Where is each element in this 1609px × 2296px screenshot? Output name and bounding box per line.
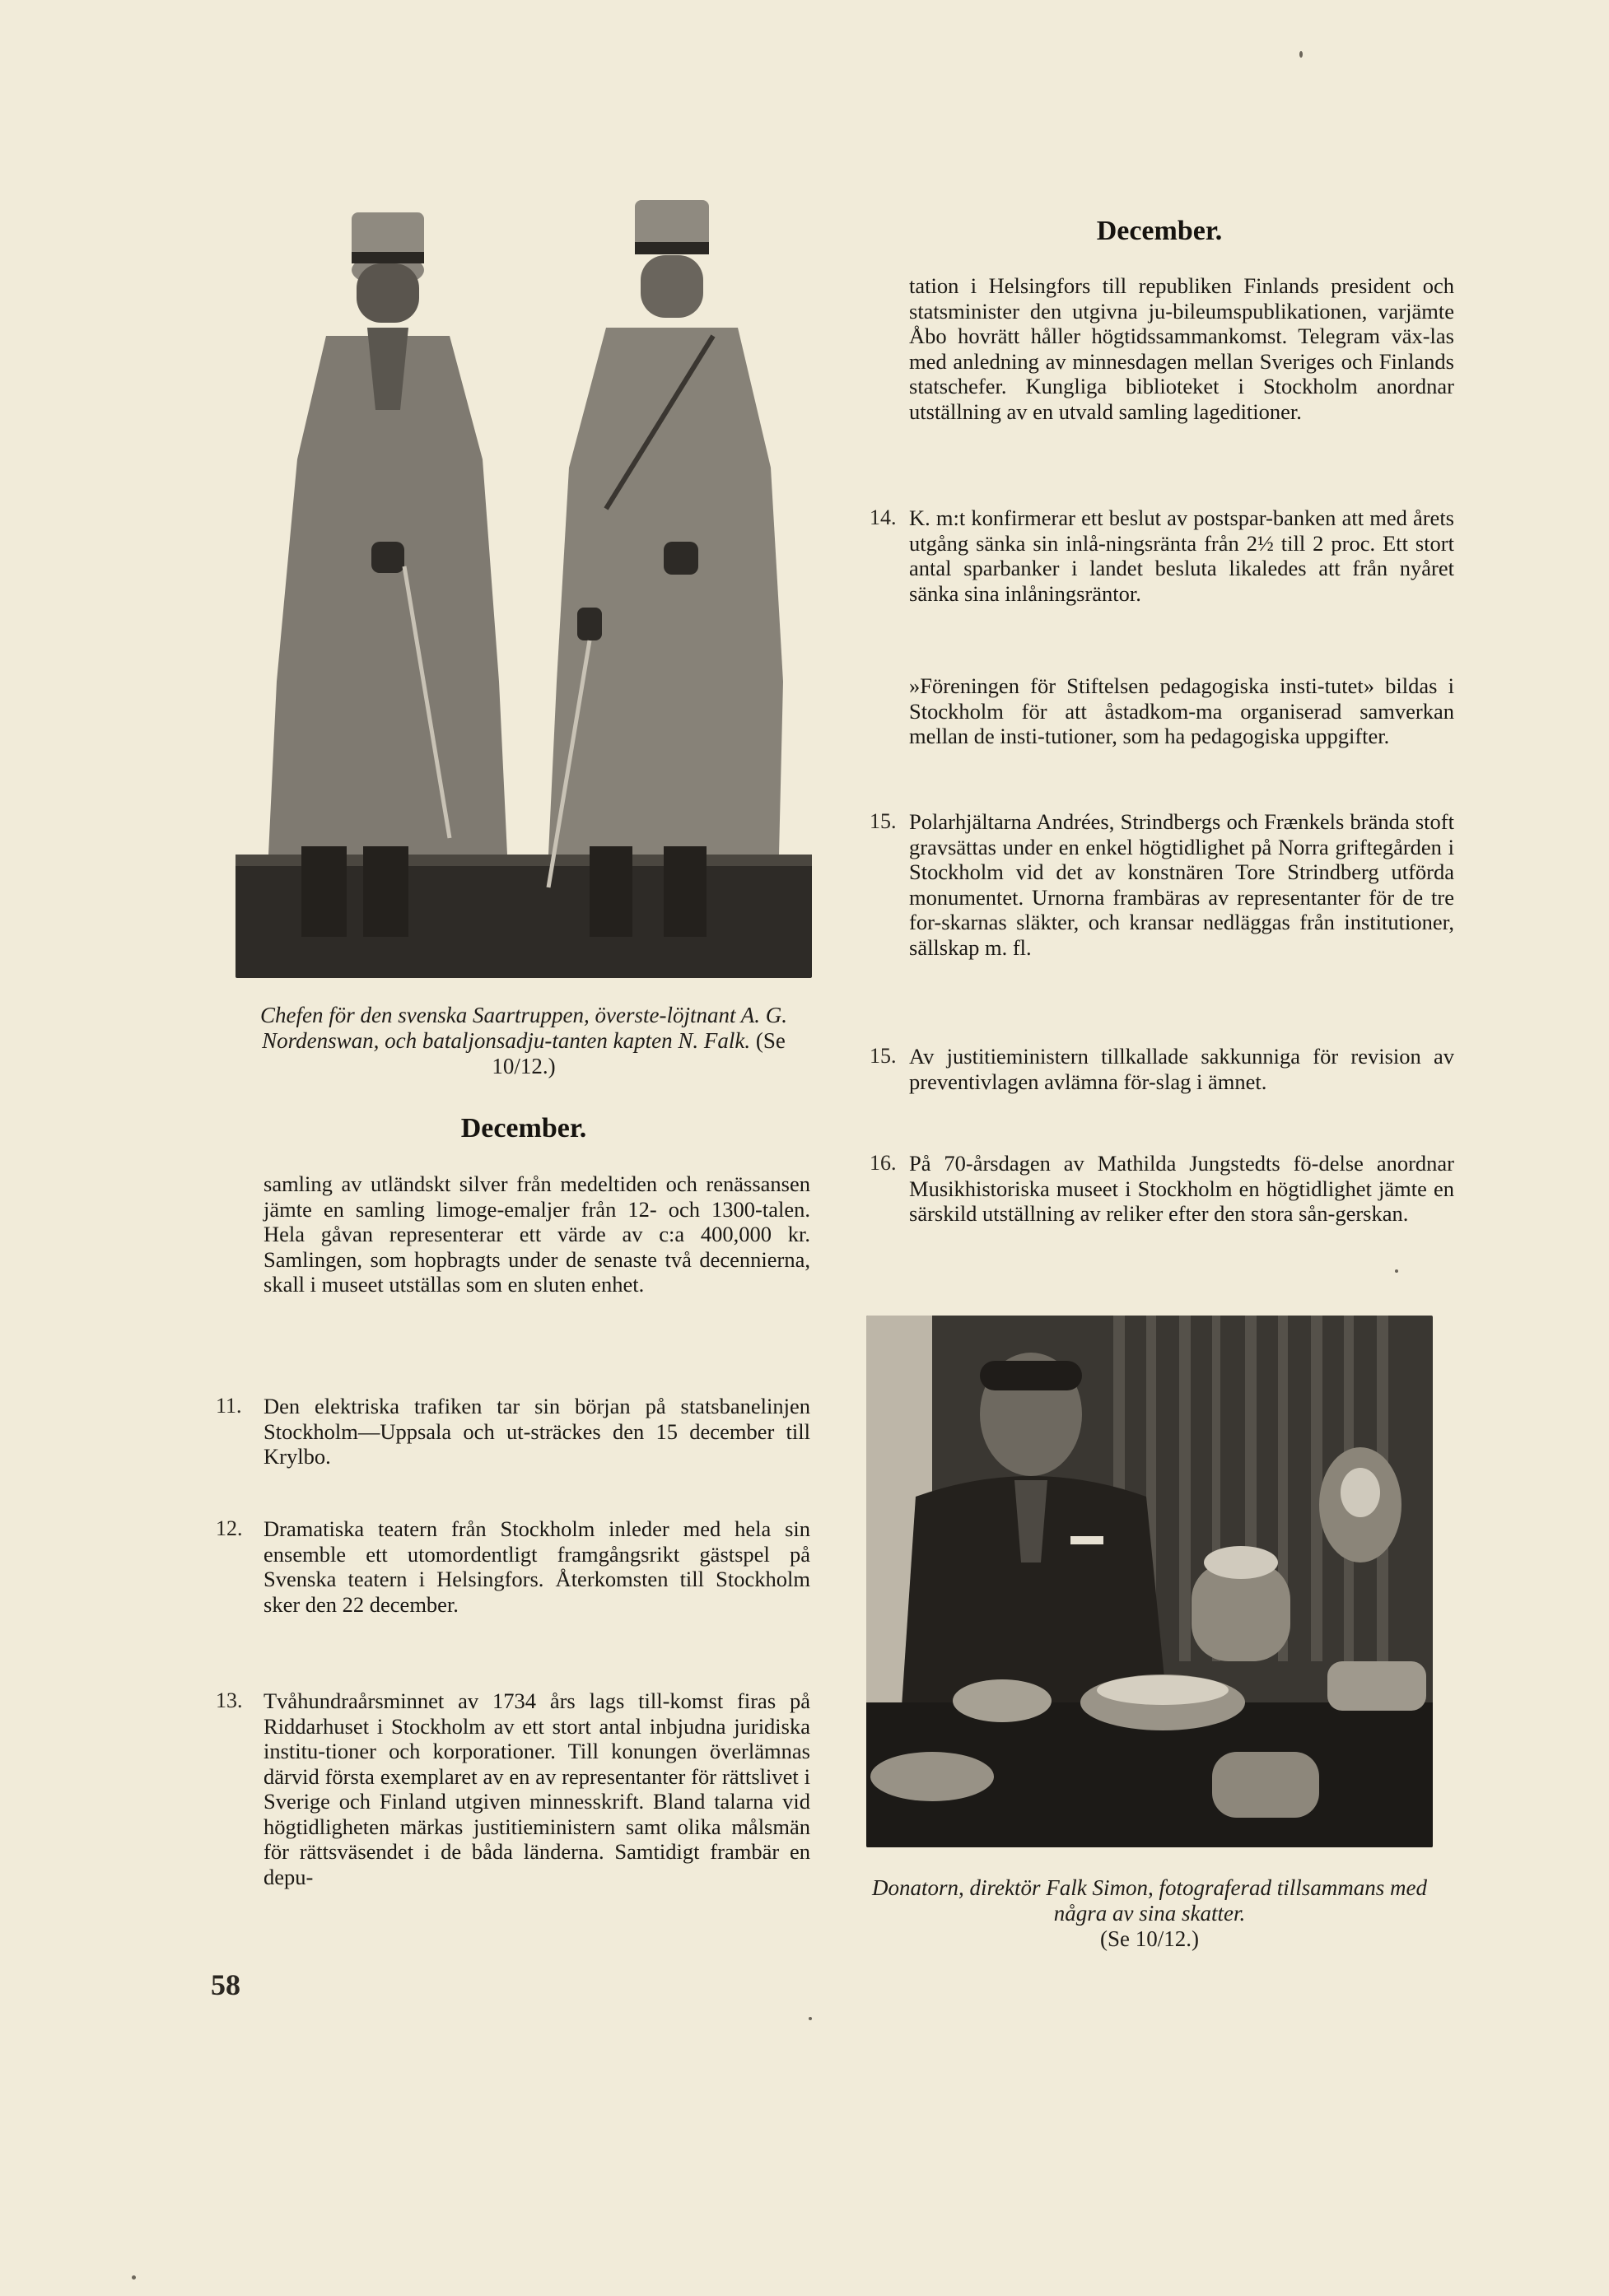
scan-speck: [1395, 1269, 1398, 1273]
entry-number: 15.: [870, 1044, 897, 1068]
entry-text: »Föreningen för Stiftelsen pedagogiska insti-tutet» bildas i Stockholm för att åstadkom-ma organiserad samverkan mellan de insti-tutioner, som ha pedagogiska uppgifter.: [909, 673, 1454, 748]
scan-speck: [1299, 51, 1303, 58]
entry-number: 13.: [216, 1688, 243, 1712]
caption-text: Chefen för den svenska Saartruppen, överste-löjtnant A. G. Nordenswan, och bataljonsadju-tanten kapten N. Falk.: [260, 1003, 787, 1053]
caption-reference: (Se 10/12.): [1100, 1926, 1199, 1951]
donor-photo-drawing: [866, 1316, 1433, 1847]
entry-text: Dramatiska teatern från Stockholm inleder med hela sin ensemble ett utomordentligt framgångsrikt gästspel på Svenska teatern i Helsingfors. Återkomsten till Stockholm sker den 22 december.: [264, 1516, 810, 1617]
officers-photo-caption: [236, 1003, 812, 1079]
entry-number: 14.: [870, 505, 897, 529]
left-intro-paragraph: samling av utländskt silver från medeltiden och renässansen jämte en samling limoge-emaljer från 12- och 1300-talen. Hela gåvan representerar ett värde av c:a 400,000 kr. Samlingen, som hopbragts under de senaste två decennierna, skall i museet utställas som en sluten enhet.: [264, 1171, 810, 1297]
entry-number: 15.: [870, 809, 897, 833]
right-section-heading: December.: [1096, 216, 1223, 246]
officers-photo: [236, 196, 812, 978]
entry-text: Tvåhundraårsminnet av 1734 års lags till-komst firas på Riddarhuset i Stockholm av ett stort antal inbjudna juridiska institu-tioner och korporationer. Till konungen överlämnas därvid första exemplaret av en av representanter för rättslivet i Sverige och Finland utgiven minnesskrift. Bland talarna vid högtidligheten märkas justitieministern samt olika målsmän för rättsväsendet i de båda länderna. Samtidigt frambär en depu-: [264, 1688, 810, 1889]
officers-photo-drawing: [236, 196, 812, 978]
entry-text: Den elektriska trafiken tar sin början på statsbanelinjen Stockholm—Uppsala och ut-sträckes den 15 december till Krylbo.: [264, 1394, 810, 1469]
entry-text: Polarhjältarna Andrées, Strindbergs och Frænkels brända stoft gravsättas under en enkel högtidlighet på Norra griftegården i Stockholm vid det av konstnären Tore Strindberg utförda monumentet. Urnorna frambäras av representanter för de tre for-skarnas släkter, och kransar nedläggas från institutioner, sällskap m. fl.: [909, 809, 1454, 960]
entry-text: På 70-årsdagen av Mathilda Jungstedts fö-delse anordnar Musikhistoriska museet i Stockholm en högtidlighet jämte en särskild utställning av reliker efter den stora sån-gerskan.: [909, 1151, 1454, 1226]
entry-text: K. m:t konfirmerar ett beslut av postspar-banken att med årets utgång sänka sin inlå-ningsränta från 2½ till 2 proc. Ett stort antal sparbanker i landet besluta likaledes att från nyåret sänka sina inlåningsräntor.: [909, 505, 1454, 606]
entry-number: 16.: [870, 1151, 897, 1175]
entry-number: 11.: [216, 1394, 242, 1418]
caption-text: Donatorn, direktör Falk Simon, fotograferad tillsammans med några av sina skatter.: [872, 1875, 1427, 1926]
left-section-heading: December.: [460, 1113, 587, 1143]
donor-photo-caption: [856, 1875, 1443, 1952]
entry-text: Av justitieministern tillkallade sakkunniga för revision av preventivlagen avlämna för-slag i ämnet.: [909, 1044, 1454, 1094]
scan-speck: [132, 2275, 136, 2280]
caption-reference: (Se 10/12.): [492, 1028, 786, 1078]
entry-number: 12.: [216, 1516, 243, 1540]
scan-speck: [809, 2017, 812, 2020]
page-number: 58: [211, 1968, 240, 2001]
right-intro-paragraph: tation i Helsingfors till republiken Finlands president och statsminister den utgivna ju-bileumspublikationen, varjämte Åbo hovrätt håller högtidssammankomst. Telegram väx-las med anledning av minnesdagen mellan Sveriges och Finlands statschefer. Kungliga biblioteket i Stockholm anordnar utställning av en utvald samling lageditioner.: [909, 273, 1454, 424]
donor-photo: [866, 1316, 1433, 1847]
